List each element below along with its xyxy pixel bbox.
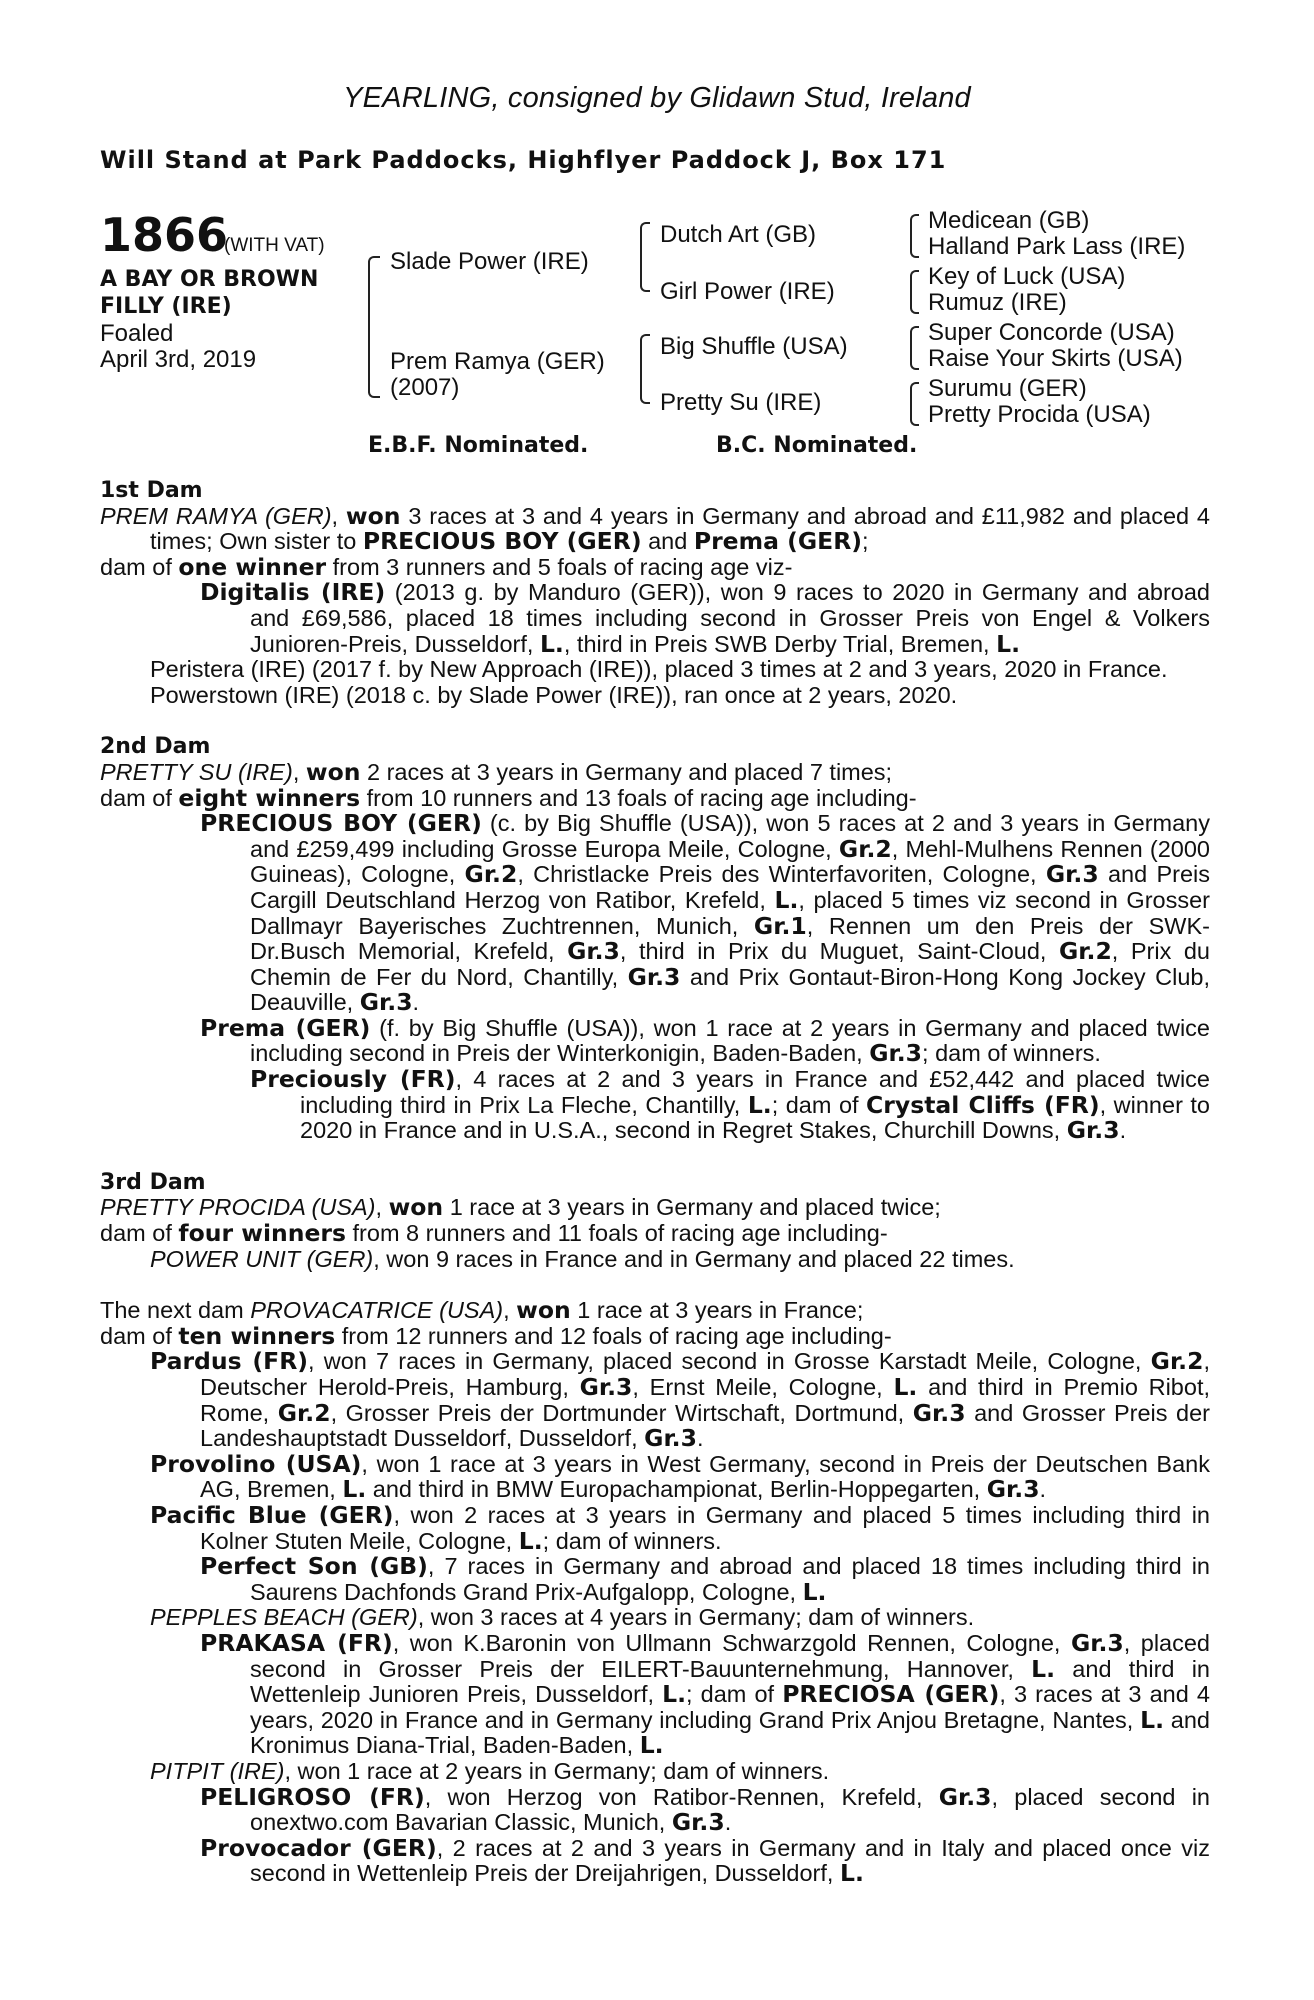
pedigree-ggp-6: Raise Your Skirts (USA) (928, 345, 1183, 372)
produce-entry: Pardus (FR), won 7 races in Germany, placed second in Grosse Karstadt Meile, Cologne, Gr.2, Deutscher Herold-Preis, Hamburg, Gr.3, Ernst Meile, Cologne, L. and third in Premio Ribot, Rome, Gr.2, Grosser Preis der Dortmunder Wirtschaft, Dortmund, Gr.3 and Grosser Preis der Landeshauptstadt Dusseldorf, Dusseldorf, Gr.3. (150, 1347, 1211, 1453)
pedigree-dam-sire: Big Shuffle (USA) (660, 333, 848, 360)
ggp-brace-1 (910, 214, 919, 258)
lot-number: 1866 (100, 208, 229, 262)
produce-entry: Pacific Blue (GER), won 2 races at 3 years in Germany and placed 5 times including third in Kolner Stuten Meile, Cologne, L.; dam of winners. (150, 1500, 1210, 1555)
produce-entry: Provocador (GER), 2 races at 2 and 3 years in Germany and in Italy and placed once viz second in Wettenleip Preis der Dreijahrigen, Dusseldorf, L. (200, 1833, 1210, 1888)
parents-brace (368, 256, 380, 398)
pedigree-ggp-5: Super Concorde (USA) (928, 319, 1175, 346)
bc-nominated: B.C. Nominated. (716, 433, 918, 458)
produce-entry: Peristera (IRE) (2017 f. by New Approach (IRE)), placed 3 times at 2 and 3 years, 2020 in France. (150, 656, 1168, 683)
pedigree-dam-dam: Pretty Su (IRE) (660, 389, 822, 416)
ggp-brace-4 (910, 382, 919, 426)
pedigree-ggp-2: Halland Park Lass (IRE) (928, 233, 1186, 260)
vat-note: (WITH VAT) (224, 235, 325, 256)
lot-description-1: A BAY OR BROWN (100, 267, 319, 292)
produce-entry: POWER UNIT (GER), won 9 races in France and in Germany and placed 22 times. (150, 1245, 1015, 1272)
third-dam-produce-summary: dam of four winners from 8 runners and 11 foals of racing age including- (100, 1219, 888, 1248)
pedigree-sire-dam: Girl Power (IRE) (660, 278, 835, 305)
second-dam-title: 2nd Dam (100, 734, 211, 760)
dam-records (100, 478, 1210, 1887)
produce-entry: Preciously (FR), 4 races at 2 and 3 years in France and £52,442 and placed twice including third in Prix La Fleche, Chantilly, L.; dam of Crystal Cliffs (FR), winner to 2020 in France and in U.S.A., second in Regret Stakes, Churchill Downs, Gr.3. (250, 1065, 1210, 1145)
ebf-nominated: E.B.F. Nominated. (368, 433, 589, 458)
lot-description-2: FILLY (IRE) (100, 294, 232, 319)
produce-entry: PELIGROSO (FR), won Herzog von Ratibor-Rennen, Krefeld, Gr.3, placed second in onextwo.com Bavarian Classic, Munich, Gr.3. (200, 1782, 1210, 1837)
next-dam-produce-summary: dam of ten winners from 12 runners and 12 foals of racing age including- (100, 1321, 892, 1350)
foaled-label: Foaled (100, 320, 174, 347)
pedigree-sire: Slade Power (IRE) (390, 248, 589, 275)
pedigree-dam-year: (2007) (390, 374, 460, 401)
dam-brace (640, 334, 650, 404)
foaled-date: April 3rd, 2019 (100, 346, 257, 373)
first-dam-record: PREM RAMYA (GER), won 3 races at 3 and 4 years in Germany and abroad and £11,982 and placed 4 times; Own sister to PRECIOUS BOY (GER) and Prema (GER); (100, 501, 1211, 556)
consignment-heading: YEARLING, consigned by Glidawn Stud, Ireland (343, 82, 971, 114)
ggp-brace-3 (910, 326, 919, 370)
produce-entry: PRAKASA (FR), won K.Baronin von Ullmann Schwarzgold Rennen, Cologne, Gr.3, placed second in Grosser Preis der EILERT-Bauunternehmung, Hannover, L. and third in Wettenleip Junioren Preis, Dusseldorf, L.; dam of PRECIOSA (GER), 3 races at 3 and 4 years, 2020 in France and in Germany including Grand Prix Anjou Bretagne, Nantes, L. and Kronimus Diana-Trial, Baden-Baden, L. (200, 1628, 1210, 1760)
produce-entry: Provolino (USA), won 1 race at 3 years in West Germany, second in Preis der Deutschen Bank AG, Bremen, L. and third in BMW Europachampionat, Berlin-Hoppegarten, Gr.3. (150, 1449, 1210, 1504)
pedigree-ggp-4: Rumuz (IRE) (928, 289, 1067, 316)
pedigree-dam: Prem Ramya (GER) (390, 348, 605, 375)
produce-entry: PEPPLES BEACH (GER), won 3 races at 4 years in Germany; dam of winners. (150, 1604, 975, 1631)
produce-entry: Prema (GER) (f. by Big Shuffle (USA)), won 1 race at 2 years in Germany and placed twice including second in Preis der Winterkonigin, Baden-Baden, Gr.3; dam of winners. (200, 1013, 1211, 1068)
sire-brace (640, 222, 650, 292)
produce-entry: Digitalis (IRE) (2013 g. by Manduro (GER)), won 9 races to 2020 in Germany and abroad and £69,586, placed 18 times including second in Grosser Preis von Engel & Volkers Junioren-Preis, Dusseldorf, L., third in Preis SWB Derby Trial, Bremen, L. (200, 578, 1210, 658)
produce-entry: PRECIOUS BOY (GER) (c. by Big Shuffle (USA)), won 5 races at 2 and 3 years in Germany and £259,499 including Grosse Europa Meile, Cologne, Gr.2, Mehl-Mulhens Rennen (2000 Guineas), Cologne, Gr.2, Christlacke Preis des Winterfavoriten, Cologne, Gr.3 and Preis Cargill Deutschland Herzog von Ratibor, Krefeld, L., placed 5 times viz second in Grosser Dallmayr Bayerisches Zuchtrennen, Munich, Gr.1, Rennen um den Preis der SWK-Dr.Busch Memorial, Krefeld, Gr.3, third in Prix du Muguet, Saint-Cloud, Gr.2, Prix du Chemin de Fer du Nord, Chantilly, Gr.3 and Prix Gontaut-Biron-Hong Kong Jockey Club, Deauville, Gr.3. (200, 809, 1210, 1017)
pedigree-ggp-8: Pretty Procida (USA) (928, 401, 1151, 428)
stand-location: Will Stand at Park Paddocks, Highflyer Paddock J, Box 171 (100, 146, 947, 174)
ggp-brace-2 (910, 270, 919, 314)
first-dam-produce-summary: dam of one winner from 3 runners and 5 foals of racing age viz- (100, 552, 793, 581)
second-dam-produce-summary: dam of eight winners from 10 runners and 13 foals of racing age including- (100, 783, 917, 812)
pedigree-ggp-3: Key of Luck (USA) (928, 263, 1126, 290)
third-dam-record: PRETTY PROCIDA (USA), won 1 race at 3 years in Germany and placed twice; (100, 1193, 941, 1222)
produce-entry: Perfect Son (GB), 7 races in Germany and abroad and placed 18 times including third in Saurens Dachfonds Grand Prix-Aufgalopp, Cologne, L. (200, 1552, 1211, 1606)
pedigree-ggp-1: Medicean (GB) (928, 207, 1090, 234)
produce-entry: Powerstown (IRE) (2018 c. by Slade Power (IRE)), ran once at 2 years, 2020. (150, 681, 958, 708)
third-dam-title: 3rd Dam (100, 1169, 206, 1195)
second-dam-record: PRETTY SU (IRE), won 2 races at 3 years in Germany and placed 7 times; (100, 757, 893, 786)
next-dam-record: The next dam PROVACATRICE (USA), won 1 race at 3 years in France; (100, 1296, 864, 1325)
first-dam-title: 1st Dam (100, 478, 203, 503)
pedigree-ggp-7: Surumu (GER) (928, 375, 1087, 402)
produce-entry: PITPIT (IRE), won 1 race at 2 years in Germany; dam of winners. (150, 1757, 830, 1784)
pedigree-sire-sire: Dutch Art (GB) (660, 221, 817, 248)
